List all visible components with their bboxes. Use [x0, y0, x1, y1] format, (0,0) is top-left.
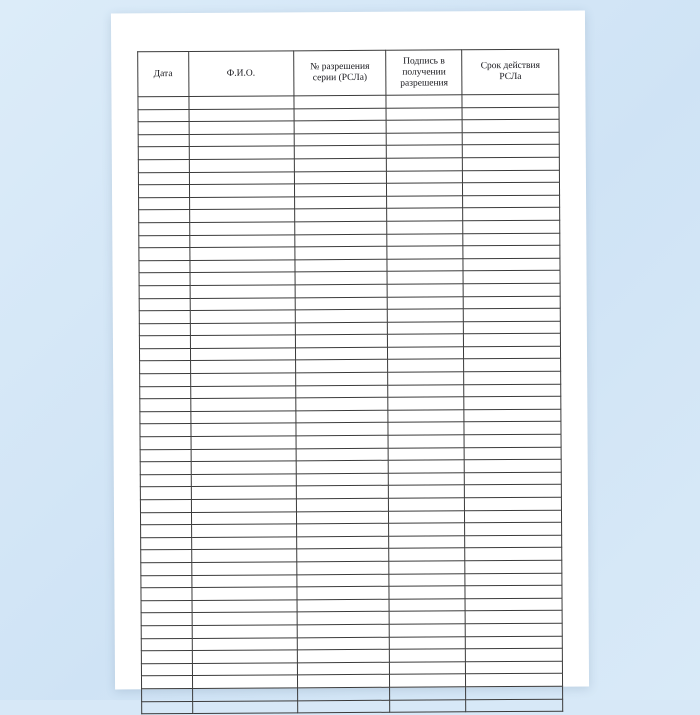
table-cell-permit: [294, 196, 387, 209]
table-cell-term: [465, 548, 562, 561]
table-cell-date: [139, 260, 190, 273]
table-cell-permit: [296, 460, 389, 473]
table-cell-fio: [189, 108, 294, 121]
table-cell-fio: [192, 650, 297, 663]
table-cell-fio: [189, 159, 294, 172]
table-cell-permit: [296, 511, 389, 524]
table-cell-permit: [294, 95, 387, 108]
table-cell-signature: [389, 523, 465, 536]
table-cell-fio: [191, 549, 296, 562]
table-cell-fio: [192, 688, 297, 701]
table-cell-fio: [191, 574, 296, 587]
table-cell-permit: [294, 120, 387, 133]
table-cell-signature: [389, 498, 465, 511]
table-cell-fio: [189, 184, 294, 197]
table-cell-fio: [191, 587, 296, 600]
table-cell-signature: [390, 699, 466, 712]
table-cell-signature: [388, 372, 464, 385]
table-cell-term: [463, 308, 560, 321]
table-cell-signature: [387, 183, 463, 196]
table-cell-term: [464, 472, 561, 485]
table-cell-term: [463, 245, 560, 258]
table-cell-date: [139, 323, 190, 336]
table-cell-term: [464, 396, 561, 409]
table-cell-date: [140, 424, 191, 437]
table-cell-signature: [387, 170, 463, 183]
column-header-permit-line-1: № разрешения: [310, 61, 370, 73]
table-cell-fio: [192, 637, 297, 650]
table-row: [142, 699, 563, 714]
table-cell-date: [141, 600, 192, 613]
table-cell-term: [463, 321, 560, 334]
table-cell-permit: [297, 574, 390, 587]
column-header-permit-number: [293, 50, 386, 96]
table-cell-date: [141, 562, 192, 575]
table-cell-permit: [295, 259, 388, 272]
table-cell-permit: [297, 612, 390, 625]
table-cell-term: [462, 119, 559, 132]
table-cell-date: [139, 311, 190, 324]
table-cell-signature: [388, 447, 464, 460]
table-cell-date: [141, 525, 192, 538]
table-cell-signature: [389, 586, 465, 599]
table-cell-permit: [297, 687, 390, 700]
table-cell-signature: [387, 233, 463, 246]
table-cell-signature: [388, 334, 464, 347]
records-table: [137, 49, 563, 715]
table-cell-permit: [294, 209, 387, 222]
table-cell-term: [465, 560, 562, 573]
table-cell-date: [138, 96, 189, 109]
table-cell-term: [462, 132, 559, 145]
table-cell-fio: [188, 96, 293, 109]
table-cell-permit: [296, 448, 389, 461]
table-cell-date: [140, 487, 191, 500]
table-cell-signature: [388, 321, 464, 334]
table-cell-signature: [389, 561, 465, 574]
table-cell-permit: [297, 599, 390, 612]
table-cell-term: [463, 258, 560, 271]
table-cell-signature: [387, 221, 463, 234]
table-cell-signature: [389, 473, 465, 486]
table-cell-term: [463, 170, 560, 183]
table-cell-date: [141, 575, 192, 588]
table-cell-permit: [294, 171, 387, 184]
table-cell-fio: [189, 197, 294, 210]
table-cell-term: [463, 233, 560, 246]
table-cell-term: [464, 384, 561, 397]
table-cell-term: [462, 157, 559, 170]
table-cell-term: [465, 535, 562, 548]
table-cell-fio: [192, 675, 297, 688]
table-cell-signature: [390, 674, 466, 687]
table-cell-fio: [191, 537, 296, 550]
table-cell-date: [142, 701, 193, 714]
table-cell-date: [141, 651, 192, 664]
table-cell-term: [463, 283, 560, 296]
table-cell-permit: [295, 385, 388, 398]
table-cell-fio: [189, 234, 294, 247]
table-cell-signature: [388, 347, 464, 360]
table-body: [138, 94, 563, 714]
table-cell-permit: [296, 473, 389, 486]
table-cell-term: [466, 661, 563, 674]
table-cell-fio: [190, 373, 295, 386]
table-cell-fio: [190, 323, 295, 336]
table-cell-fio: [192, 663, 297, 676]
table-cell-date: [139, 235, 190, 248]
table-cell-term: [466, 674, 563, 687]
table-cell-date: [139, 298, 190, 311]
table-cell-date: [141, 613, 192, 626]
table-cell-signature: [387, 259, 463, 272]
column-header-date: [138, 51, 189, 96]
table-cell-term: [465, 611, 562, 624]
table-cell-date: [140, 361, 191, 374]
table-cell-signature: [389, 510, 465, 523]
column-header-date-line-1: Дата: [153, 68, 173, 79]
table-cell-permit: [295, 360, 388, 373]
table-cell-permit: [297, 700, 390, 713]
table-cell-permit: [296, 498, 389, 511]
table-cell-signature: [387, 133, 463, 146]
table-cell-date: [140, 462, 191, 475]
table-cell-fio: [190, 360, 295, 373]
table-cell-date: [140, 437, 191, 450]
table-cell-signature: [388, 359, 464, 372]
table-cell-signature: [390, 636, 466, 649]
table-cell-signature: [388, 435, 464, 448]
table-cell-permit: [295, 309, 388, 322]
table-cell-signature: [386, 120, 462, 133]
table-cell-fio: [191, 524, 296, 537]
table-cell-permit: [297, 637, 390, 650]
table-cell-signature: [389, 536, 465, 549]
table-cell-permit: [295, 347, 388, 360]
table-cell-fio: [191, 436, 296, 449]
table-cell-permit: [294, 158, 387, 171]
table-header: [138, 49, 559, 97]
table-cell-date: [141, 625, 192, 638]
table-cell-term: [464, 485, 561, 498]
table-cell-term: [464, 371, 561, 384]
table-cell-permit: [294, 108, 387, 121]
table-cell-signature: [388, 397, 464, 410]
table-cell-permit: [296, 423, 389, 436]
table-cell-signature: [389, 485, 465, 498]
table-cell-permit: [294, 221, 387, 234]
table-cell-permit: [296, 398, 389, 411]
table-cell-signature: [389, 599, 465, 612]
table-cell-fio: [189, 171, 294, 184]
table-cell-signature: [390, 687, 466, 700]
column-header-signature-line-3: разрешения: [400, 77, 449, 89]
column-header-signature: [386, 50, 462, 95]
table-cell-fio: [192, 600, 297, 613]
table-cell-signature: [387, 208, 463, 221]
table-cell-permit: [296, 523, 389, 536]
table-cell-fio: [192, 625, 297, 638]
table-cell-date: [140, 499, 191, 512]
table-cell-term: [465, 636, 562, 649]
table-cell-date: [139, 273, 190, 286]
table-cell-term: [462, 107, 559, 120]
table-cell-permit: [297, 649, 390, 662]
table-header-row: [138, 49, 559, 97]
table-cell-term: [465, 573, 562, 586]
table-cell-term: [463, 182, 560, 195]
table-cell-date: [141, 638, 192, 651]
table-cell-signature: [389, 611, 465, 624]
table-cell-permit: [295, 272, 388, 285]
table-cell-fio: [191, 474, 296, 487]
table-cell-date: [138, 134, 189, 147]
table-cell-signature: [388, 410, 464, 423]
table-cell-permit: [296, 486, 389, 499]
table-cell-date: [141, 550, 192, 563]
table-cell-date: [140, 374, 191, 387]
table-cell-permit: [295, 246, 388, 259]
table-cell-term: [464, 447, 561, 460]
table-cell-term: [462, 145, 559, 158]
table-cell-permit: [295, 322, 388, 335]
table-cell-date: [139, 222, 190, 235]
table-cell-fio: [190, 423, 295, 436]
table-cell-term: [463, 208, 560, 221]
table-cell-signature: [390, 624, 466, 637]
table-cell-signature: [386, 107, 462, 120]
table-cell-permit: [296, 536, 389, 549]
table-cell-fio: [190, 398, 295, 411]
table-cell-term: [466, 686, 563, 699]
table-cell-term: [466, 699, 563, 712]
table-cell-date: [138, 147, 189, 160]
table-cell-permit: [297, 586, 390, 599]
table-cell-term: [465, 510, 562, 523]
table-cell-signature: [389, 573, 465, 586]
table-cell-term: [463, 195, 560, 208]
table-cell-fio: [191, 486, 296, 499]
table-cell-date: [140, 386, 191, 399]
table-cell-fio: [189, 260, 294, 273]
table-cell-fio: [190, 385, 295, 398]
table-cell-date: [139, 336, 190, 349]
table-cell-signature: [387, 196, 463, 209]
table-cell-signature: [388, 422, 464, 435]
table-cell-term: [465, 497, 562, 510]
table-cell-date: [139, 348, 190, 361]
column-header-term-line-1: Срок действия: [480, 60, 541, 72]
table-cell-date: [140, 411, 191, 424]
table-cell-fio: [190, 272, 295, 285]
table-cell-date: [141, 676, 192, 689]
table-cell-signature: [389, 548, 465, 561]
table-cell-date: [142, 688, 193, 701]
table-cell-term: [464, 422, 561, 435]
table-cell-date: [140, 474, 191, 487]
table-cell-permit: [297, 624, 390, 637]
table-cell-permit: [295, 335, 388, 348]
table-cell-date: [139, 197, 190, 210]
table-cell-date: [138, 172, 189, 185]
table-cell-permit: [297, 662, 390, 675]
table-cell-fio: [191, 562, 296, 575]
column-header-fio: [188, 51, 294, 97]
table-cell-fio: [189, 121, 294, 134]
table-cell-fio: [189, 146, 294, 159]
table-cell-date: [141, 588, 192, 601]
table-cell-fio: [190, 297, 295, 310]
table-cell-date: [139, 285, 190, 298]
table-cell-signature: [390, 649, 466, 662]
table-cell-date: [140, 399, 191, 412]
table-cell-permit: [294, 146, 387, 159]
table-cell-fio: [189, 247, 294, 260]
table-cell-signature: [387, 271, 463, 284]
table-cell-permit: [294, 133, 387, 146]
table-cell-fio: [189, 222, 294, 235]
table-cell-signature: [386, 95, 462, 108]
table-cell-signature: [388, 309, 464, 322]
paper-content-area: [111, 11, 589, 690]
table-cell-fio: [190, 335, 295, 348]
table-cell-fio: [189, 209, 294, 222]
table-cell-permit: [297, 561, 390, 574]
table-cell-term: [464, 359, 561, 372]
table-cell-permit: [295, 234, 388, 247]
table-cell-fio: [191, 448, 296, 461]
table-cell-signature: [389, 460, 465, 473]
table-cell-term: [463, 271, 560, 284]
table-cell-permit: [297, 675, 390, 688]
table-cell-fio: [190, 285, 295, 298]
table-cell-term: [463, 296, 560, 309]
table-cell-date: [138, 159, 189, 172]
table-cell-fio: [191, 461, 296, 474]
table-cell-date: [139, 210, 190, 223]
table-cell-date: [140, 512, 191, 525]
table-cell-permit: [296, 549, 389, 562]
table-cell-fio: [190, 310, 295, 323]
table-cell-term: [464, 434, 561, 447]
table-cell-term: [463, 220, 560, 233]
table-cell-permit: [296, 410, 389, 423]
table-cell-term: [464, 459, 561, 472]
table-cell-fio: [192, 700, 297, 713]
table-cell-term: [465, 598, 562, 611]
table-cell-permit: [296, 435, 389, 448]
column-header-signature-line-2: получении: [402, 66, 446, 78]
table-cell-term: [465, 623, 562, 636]
paper-sheet: [111, 11, 589, 690]
column-header-signature-line-1: Подпись в: [403, 55, 445, 67]
table-cell-fio: [192, 612, 297, 625]
table-cell-fio: [190, 411, 295, 424]
table-cell-fio: [189, 134, 294, 147]
table-cell-signature: [390, 662, 466, 675]
table-cell-date: [141, 663, 192, 676]
table-cell-permit: [294, 183, 387, 196]
table-cell-signature: [387, 158, 463, 171]
table-cell-fio: [190, 348, 295, 361]
table-cell-term: [464, 346, 561, 359]
table-cell-fio: [191, 499, 296, 512]
table-cell-permit: [295, 372, 388, 385]
table-cell-signature: [387, 145, 463, 158]
table-cell-date: [139, 248, 190, 261]
column-header-fio-line-1: Ф.И.О.: [226, 68, 256, 79]
table-cell-permit: [295, 284, 388, 297]
table-cell-fio: [191, 511, 296, 524]
table-cell-term: [464, 333, 561, 346]
table-cell-term: [464, 409, 561, 422]
table-cell-term: [465, 585, 562, 598]
table-cell-signature: [387, 284, 463, 297]
column-header-term: [462, 49, 559, 95]
column-header-term-line-2: РСЛа: [499, 71, 522, 83]
table-cell-signature: [388, 384, 464, 397]
column-header-permit-line-2: серии (РСЛа): [312, 72, 368, 84]
table-cell-date: [138, 109, 189, 122]
table-cell-term: [465, 648, 562, 661]
table-cell-date: [140, 449, 191, 462]
table-cell-term: [462, 94, 559, 107]
table-cell-date: [138, 185, 189, 198]
table-cell-date: [138, 122, 189, 135]
table-cell-term: [465, 522, 562, 535]
table-cell-signature: [388, 296, 464, 309]
table-cell-signature: [387, 246, 463, 259]
table-cell-date: [141, 537, 192, 550]
table-cell-permit: [295, 297, 388, 310]
